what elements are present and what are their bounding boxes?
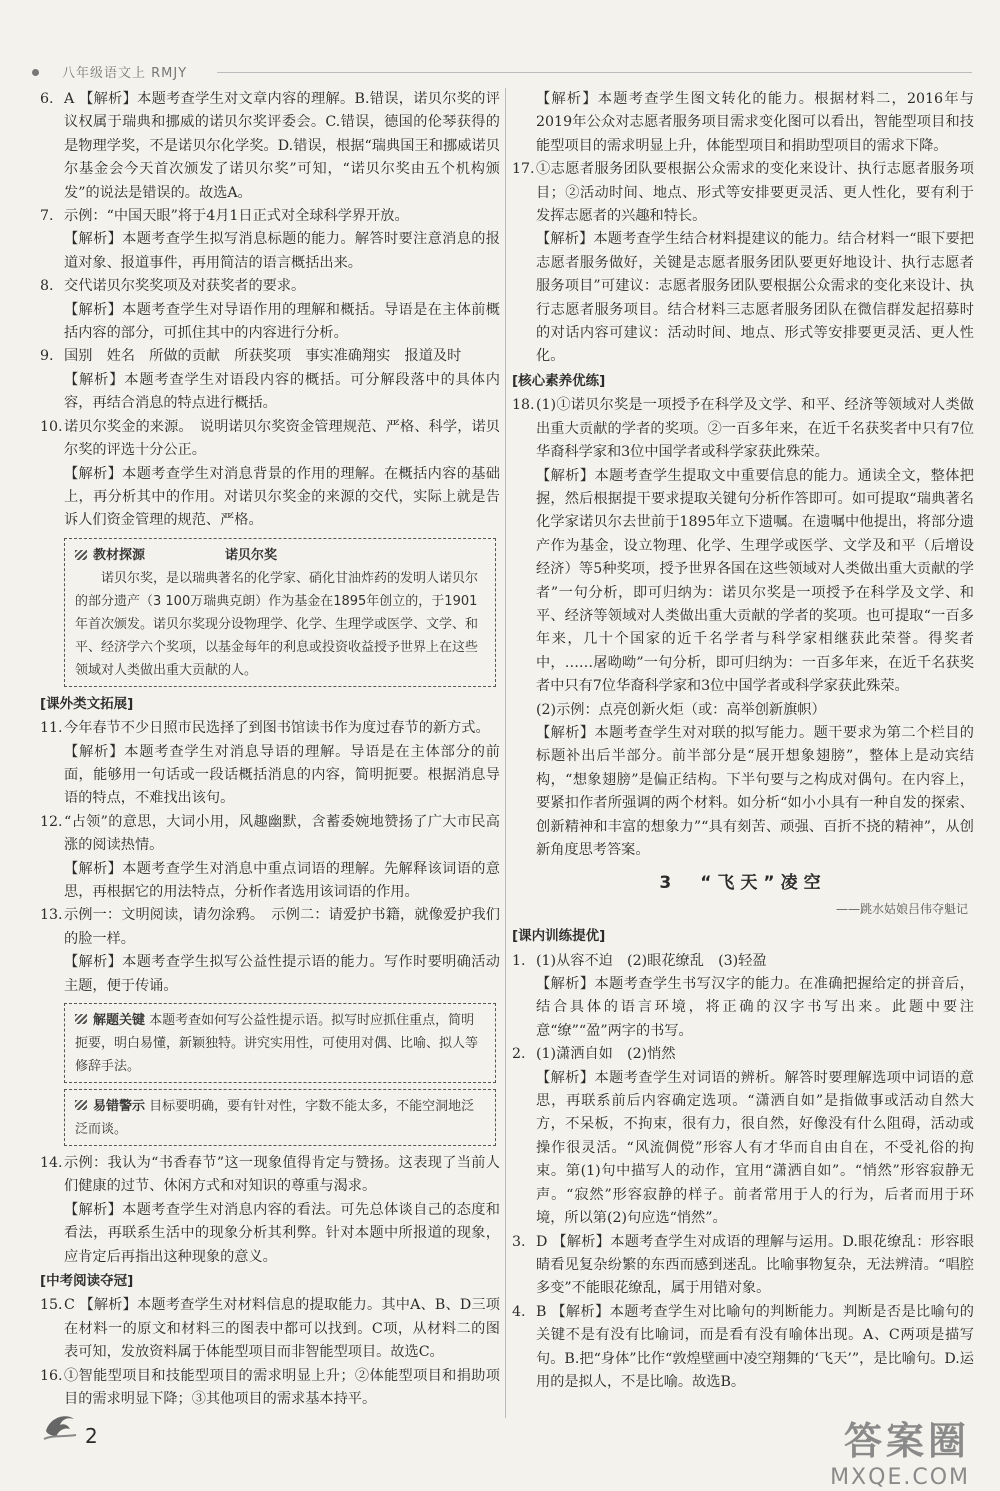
- item-number: 9.: [40, 348, 54, 365]
- item-number: 2.: [512, 1046, 526, 1063]
- item-text: 【解析】本题考查学生对导语作用的理解和概括。导语是在主体前概括内容的部分，可抓住其中的内容进行分析。: [64, 301, 500, 342]
- answer-item: [40, 275, 500, 298]
- box-text: 本题考查如何写公益性提示语。拟写时应抓住重点，简明扼要，明白易懂，新颖独特。讲究实用性，可使用对偶、比喻、拟人等修辞手法。: [75, 1013, 479, 1074]
- answer-item: [512, 1231, 974, 1301]
- item-number: 18.: [512, 397, 535, 414]
- item-text: 【解析】本题考查学生拟写公益性提示语的能力。写作时要明确活动主题，便于传诵。: [64, 954, 500, 994]
- answer-item: [40, 463, 500, 533]
- item-text: 示例：我认为“书香春节”这一现象值得肯定与赞扬。这表现了当前人们健康的过节、休闲方式和对知识的尊重与渴求。: [64, 1155, 500, 1195]
- item-number: 6.: [40, 91, 54, 107]
- answer-item: [40, 1152, 500, 1199]
- answer-item: [512, 465, 974, 699]
- item-text: 国别 姓名 所做的贡献 所获奖项 事实准确翔实 报道及时: [64, 348, 462, 365]
- item-text: 【解析】本题考查学生对消息背景的作用的理解。在概括内容的基础上，再分析其中的作用。对诺贝尔奖金的来源的交代，实际上就是告诉人们资金管理的规范、严格。: [64, 465, 500, 529]
- item-text: 交代诺贝尔奖奖项及对获奖者的要求。: [64, 278, 306, 295]
- item-number: 4.: [512, 1303, 526, 1320]
- box-label: 易错警示: [93, 1099, 146, 1114]
- watermark-bottom: MXQE.COM: [830, 1465, 970, 1490]
- item-text: B 【解析】本题考查学生对比喻句的判断能力。判断是否是比喻句的关键不是有没有比喻词，而是看有没有喻体出现。A、C两项是描写句。B.把“身体”比作“敦煌壁画中凌空翔舞的‘飞天’”，是比喻句。D.运用的是拟人，不是比喻。故选B。: [536, 1303, 974, 1390]
- answer-item: [40, 1199, 500, 1269]
- hatched-icon: [75, 1014, 87, 1024]
- item-text: 示例一：文明阅读，请勿涂鸦。 示例二：请爱护书籍，就像爱护我们的脸一样。: [64, 907, 500, 947]
- item-number: 16.: [40, 1367, 63, 1384]
- watermark: [830, 1410, 970, 1490]
- answer-item: [40, 858, 500, 905]
- left-items: [40, 88, 500, 533]
- item-text: 【解析】本题考查学生拟写消息标题的能力。解答时要注意消息的报道对象、报道事件，再用简洁的语言概括出来。: [64, 231, 500, 271]
- box-text: 诺贝尔奖，是以瑞典著名的化学家、硝化甘油炸药的发明人诺贝尔的部分遗产（3 100万瑞典克朗）作为基金在1895年创立的，于1901年首次颁发。诺贝尔奖现分设物理学、化学、生理学或医学、文学、和平、经济学六个奖项，以基金每年的利息或投资收益授予世界上在这些领域对人类做出重大贡献的人。: [75, 570, 479, 678]
- item-number: 11.: [40, 720, 63, 737]
- section-heading-hexin: [核心素养优练]: [512, 372, 606, 389]
- item-text: D 【解析】本题考查学生对成语的理解与运用。D.眼花缭乱：形容眼睛看见复杂纷繁的东西而感到迷乱。比喻事物复杂，无法辨清。“唱腔多变”不能眼花缭乱，属于用错对象。: [536, 1233, 974, 1297]
- item-text: 【解析】本题考查学生对语段内容的概括。可分解段落中的具体内容，再结合消息的特点进行概括。: [64, 371, 500, 412]
- item-text: 【解析】本题考查学生对词语的辨析。解答时要理解选项中词语的意思，再联系前后内容确定选项。“潇洒自如”是指做事或活动自然大方，不呆板，不拘束，很有力，很自然，好像没有什么阻碍，活动或操作很灵活。“风流倜傥”形容人有才华而自由自在，不受礼俗的拘束。第(1)句中描写人的动作，宜用“潇洒自如”。“悄然”形容寂静无声。“寂然”形容寂静的样子。前者常用于人的行为，后者而用于环境，所以第(2)句应选“悄然”。: [536, 1069, 974, 1227]
- answer-item: [512, 950, 974, 973]
- item-text: ①志愿者服务团队要根据公众需求的变化来设计、执行志愿者服务项目；②活动时间、地点、形式等安排要更灵活、更人性化，要有利于发挥志愿者的兴趣和特长。: [536, 161, 974, 225]
- item-text: 【解析】本题考查学生对对联的拟写能力。题干要求为第二个栏目的标题补出后半部分。前半部分是“展开想象翅膀”，整体上是动宾结构，“想象翅膀”是偏正结构。下半句要与之构成对偶句。在内容上，要紧扣作者所强调的两个材料。如分析“如小小具有一种自发的探索、创新精神和丰富的想象力”“具有刻苦、顽强、百折不挠的精神”，从创新角度思考答案。: [536, 724, 974, 858]
- answer-item: [512, 1067, 974, 1231]
- item-text: C 【解析】本题考查学生对材料信息的提取能力。其中A、B、D三项在材料一的原文和材料三的图表中都可以找到。C项，从材料二的图表可知，发放资料属于体能型项目而非智能型项目。故选C。: [64, 1297, 500, 1361]
- left-items-2: [40, 717, 500, 998]
- box-label: 解题关键: [93, 1013, 146, 1028]
- item-text: 【解析】本题考查学生结合材料提建议的能力。结合材料一“眼下要把志愿者服务做好，关键是志愿者服务团队要更好地设计、执行志愿者服务项目”可建议：志愿者服务团队要根据公众需求的变化来设计、执行志愿者服务项目。结合材料三志愿者服务团队在微信群发起招募时的对话内容可建议：活动时间、地点、形式等安排要更灵活、更人性化。: [536, 231, 974, 365]
- answer-item: [40, 369, 500, 416]
- item-text: 【解析】本题考查学生对消息内容的看法。可先总体谈自己的态度和看法，再联系生活中的现象分析其利弊。针对本题中所报道的现象，应肯定后再指出这种现象的意义。: [64, 1201, 500, 1265]
- left-items-3: [40, 1152, 500, 1269]
- item-number: 17.: [512, 161, 535, 178]
- dolphin-logo-icon: [40, 1405, 80, 1445]
- right-column: [512, 88, 974, 1394]
- answer-item: [512, 228, 974, 368]
- answer-item: [512, 1301, 974, 1395]
- item-text: 今年春节不少日照市民选择了到图书馆读书作为度过春节的新方式。: [64, 720, 490, 737]
- item-number: 12.: [40, 813, 63, 830]
- box-text: 目标要明确，要有针对性，字数不能太多，不能空洞地泛泛而谈。: [75, 1099, 475, 1137]
- item-number: 14.: [40, 1155, 63, 1171]
- item-number: 1.: [512, 952, 526, 969]
- right-items-2: [512, 394, 974, 862]
- item-number: 7.: [40, 208, 54, 225]
- hatched-icon: [75, 550, 87, 560]
- item-text: (1)①诺贝尔奖是一项授予在科学及文学、和平、经济等领域对人类做出重大贡献的学者的奖项。②一百多年来，在近千名获奖者中只有7位华裔科学家和3位中国学者或科学家获此殊荣。: [536, 397, 974, 461]
- item-number: 3.: [512, 1233, 526, 1250]
- chapter-subtitle: ——跳水姑娘吕伟夺魁记: [835, 901, 968, 916]
- section-heading-zhongkao: [中考阅读夺冠]: [40, 1273, 134, 1290]
- answer-item: [512, 88, 974, 158]
- answer-item: [40, 299, 500, 346]
- item-number: 13.: [40, 907, 63, 924]
- answer-item: [512, 973, 974, 1043]
- answer-item: [512, 158, 974, 228]
- item-number: 10.: [40, 418, 63, 435]
- item-text: 【解析】本题考查学生提取文中重要信息的能力。通读全文，整体把握，然后根据提干要求提取关键句分析作答即可。如可提取“瑞典著名化学家诺贝尔去世前于1895年立下遗嘱。在遗嘱中他提出，将部分遗产作为基金，设立物理、化学、生理学或医学、文学及和平（后增设经济）等5种奖项，授予世界各国在这些领域对人类做出重大贡献的学者”一句分析，即可归纳为：诺贝尔奖是一项授予在科学及文学、和平、经济等领域对人类做出重大贡献的学者的奖项。也可提取“一百多年来，几十个国家的近千名学者与科学家相继获此荣誉。得奖者中，……屠呦呦”一句分析，即可归纳为：一百多年来，在近千名获奖者中只有7位华裔科学家和3位中国学者或科学家获此殊荣。: [536, 467, 974, 695]
- box-title: 诺贝尔奖: [225, 547, 278, 563]
- item-number: 8.: [40, 278, 54, 295]
- section-heading-kewai: [课外类文拓展]: [40, 695, 134, 712]
- bullet-dot: [32, 69, 39, 76]
- item-text: “占领”的意思，大词小用，风趣幽默，含蓄委婉地赞扬了广大市民高涨的阅读热情。: [64, 813, 500, 854]
- answer-item: [40, 416, 500, 463]
- left-column: [40, 88, 500, 1411]
- page-number: 2: [85, 1424, 98, 1448]
- item-text: 【解析】本题考查学生书写汉字的能力。在准确把握给定的拼音后，结合具体的语言环境，将正确的汉字书写出来。此题中要注意“缭”“盈”两字的书写。: [536, 976, 974, 1039]
- answer-item: [40, 951, 500, 998]
- error-warning-box: [64, 1089, 496, 1146]
- page-header: [32, 62, 972, 82]
- item-text: (1)潇洒自如 (2)悄然: [536, 1046, 676, 1063]
- left-items-4: [40, 1294, 500, 1411]
- item-text: ①智能型项目和技能型项目的需求明显上升；②体能型项目和捐助项目的需求明显下降；③其他项目的需求基本持平。: [64, 1367, 500, 1408]
- textbook-source-box: [64, 538, 496, 687]
- chapter-title: 3 “飞天”凌空: [659, 873, 827, 894]
- answer-item: [40, 904, 500, 951]
- answer-item: [40, 811, 500, 858]
- item-text: 【解析】本题考查学生对消息导语的理解。导语是在主体部分的前面，能够用一句话或一段话概括消息的内容，简明扼要。根据消息导语的特点，不难找出该句。: [64, 743, 500, 807]
- right-items-3: [512, 950, 974, 1395]
- answer-item: [512, 394, 974, 464]
- answer-item: [512, 1043, 974, 1066]
- answer-item: [40, 741, 500, 811]
- item-text: A 【解析】本题考查学生对文章内容的理解。B.错误，诺贝尔奖的评议权属于瑞典和挪威的诺贝尔奖评委会。C.错误，德国的伦琴获得的是物理学奖，不是诺贝尔化学奖。D.错误，根据“瑞典国王和挪威诺贝尔基金会今天首次颁发了诺贝尔奖”可知，“诺贝尔奖由五个机构颁发”的说法是错误的。故选A。: [64, 91, 500, 201]
- section-heading-kenei: [课内训练提优]: [512, 928, 606, 945]
- right-items: [512, 88, 974, 369]
- item-text: 示例：“中国天眼”将于4月1日正式对全球科学界开放。: [64, 208, 409, 225]
- answer-item: [40, 717, 500, 740]
- answer-item: [40, 228, 500, 275]
- answer-item: [512, 699, 974, 722]
- item-text: (2)示例：点亮创新火炬（或：高举创新旗帜）: [536, 701, 826, 718]
- item-text: 诺贝尔奖金的来源。 说明诺贝尔奖资金管理规范、严格、科学，诺贝尔奖的评选十分公正。: [64, 418, 500, 459]
- answer-item: [40, 1365, 500, 1412]
- box-label: 教材探源: [93, 547, 146, 563]
- hatched-icon: [75, 1100, 87, 1110]
- item-number: 15.: [40, 1297, 63, 1314]
- answer-item: [40, 88, 500, 205]
- answer-item: [40, 345, 500, 368]
- answer-item: [40, 205, 500, 228]
- item-text: 【解析】本题考查学生对消息中重点词语的理解。先解释该词语的意思，再根据它的用法特点，分析作者选用该词语的作用。: [64, 860, 500, 900]
- key-tip-box: [64, 1003, 496, 1083]
- header-title: 八年级语文上 RMJY: [62, 66, 188, 81]
- item-text: (1)从容不迫 (2)眼花缭乱 (3)轻盈: [536, 952, 767, 969]
- answer-item: [40, 1294, 500, 1364]
- item-text: 【解析】本题考查学生图文转化的能力。根据材料二，2016年与2019年公众对志愿者服务项目需求变化图可以看出，智能型项目和技能型项目的需求明显上升，体能型项目和捐助型项目的需求下降。: [536, 91, 974, 154]
- answer-item: [512, 722, 974, 862]
- header-rule: [217, 72, 972, 73]
- column-divider: [505, 88, 506, 1418]
- watermark-top: 答案圈: [843, 1419, 970, 1463]
